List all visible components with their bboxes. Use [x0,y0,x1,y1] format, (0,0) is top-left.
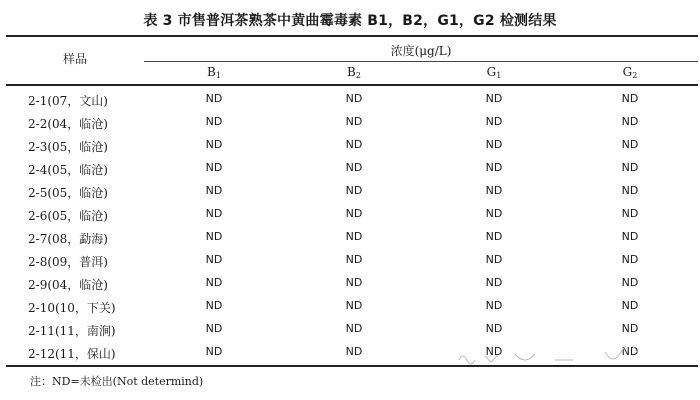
table-row [6,318,698,341]
sample-cell: 2-9(04，临沧) [28,278,108,292]
value-cell: ND [205,115,223,128]
value-cell: ND [345,253,363,266]
value-cell: ND [485,138,503,151]
value-cell: ND [621,276,639,289]
value-cell: ND [621,322,639,335]
value-cell: ND [621,161,639,174]
value-cell: ND [205,138,223,151]
table-row [6,111,698,134]
value-cell: ND [345,115,363,128]
value-cell: ND [345,322,363,335]
table-row [6,180,698,203]
value-cell: ND [485,230,503,243]
sample-cell: 2-10(10，下关) [28,301,116,315]
value-cell: ND [621,207,639,220]
sample-cell: 2-4(05，临沧) [28,163,108,177]
value-cell: ND [345,161,363,174]
value-cell: ND [485,276,503,289]
value-cell: ND [205,322,223,335]
table-note: 注：ND=未检出(Not determind) [30,375,204,388]
sample-cell: 2-8(09，普洱) [28,255,108,269]
sample-cell: 2-6(05，临沧) [28,209,108,223]
value-cell: ND [485,253,503,266]
value-cell: ND [485,115,503,128]
value-cell: ND [621,115,639,128]
header-col-b2: $B_2$ [347,65,361,80]
header-col-b1: $B_1$ [207,65,221,80]
value-cell: ND [345,299,363,312]
table-row [6,203,698,226]
header-sample: 样品 [62,52,87,66]
table-row [6,272,698,295]
value-cell: ND [345,138,363,151]
table-row [6,295,698,318]
value-cell: ND [205,253,223,266]
value-cell: ND [485,92,503,105]
table-row [6,88,698,111]
value-cell: ND [485,207,503,220]
value-cell: ND [205,92,223,105]
header-bottom-rule [6,84,698,86]
value-cell: ND [621,230,639,243]
value-cell: ND [345,92,363,105]
value-cell: ND [621,253,639,266]
table-top-rule [6,35,698,37]
value-cell: ND [621,184,639,197]
value-cell: ND [345,184,363,197]
table-title: 表 3 市售普洱茶熟茶中黄曲霉毒素 B1，B2，G1，G2 检测结果 [143,13,557,29]
table-row [6,134,698,157]
value-cell: ND [205,207,223,220]
sample-cell: 2-7(08，勐海) [28,232,108,246]
value-cell: ND [485,322,503,335]
sample-cell: 2-11(11，南涧) [28,324,116,338]
header-col-g2: $G_2$ [622,65,638,80]
table-row [6,157,698,180]
sample-cell: 2-5(05，临沧) [28,186,108,200]
sample-cell: 2-3(05，临沧) [28,140,108,154]
value-cell: ND [345,207,363,220]
value-cell: ND [485,161,503,174]
value-cell: ND [345,230,363,243]
sample-cell: 2-12(11，保山) [28,347,116,361]
value-cell: ND [345,276,363,289]
value-cell: ND [345,345,363,358]
watermark-icon [455,346,665,368]
table-row [6,249,698,272]
header-col-g1: $G_1$ [486,65,502,80]
value-cell: ND [485,299,503,312]
value-cell: ND [485,345,503,358]
value-cell: ND [621,92,639,105]
header-mid-rule [144,61,698,62]
header-concentration: 浓度(μg/L) [390,44,452,58]
sample-cell: 2-1(07，文山) [28,94,108,108]
value-cell: ND [205,299,223,312]
value-cell: ND [205,184,223,197]
value-cell: ND [205,161,223,174]
value-cell: ND [621,138,639,151]
value-cell: ND [621,299,639,312]
sample-cell: 2-2(04，临沧) [28,117,108,131]
value-cell: ND [485,184,503,197]
value-cell: ND [205,230,223,243]
value-cell: ND [205,276,223,289]
value-cell: ND [205,345,223,358]
value-cell: ND [621,345,639,358]
table-row [6,226,698,249]
